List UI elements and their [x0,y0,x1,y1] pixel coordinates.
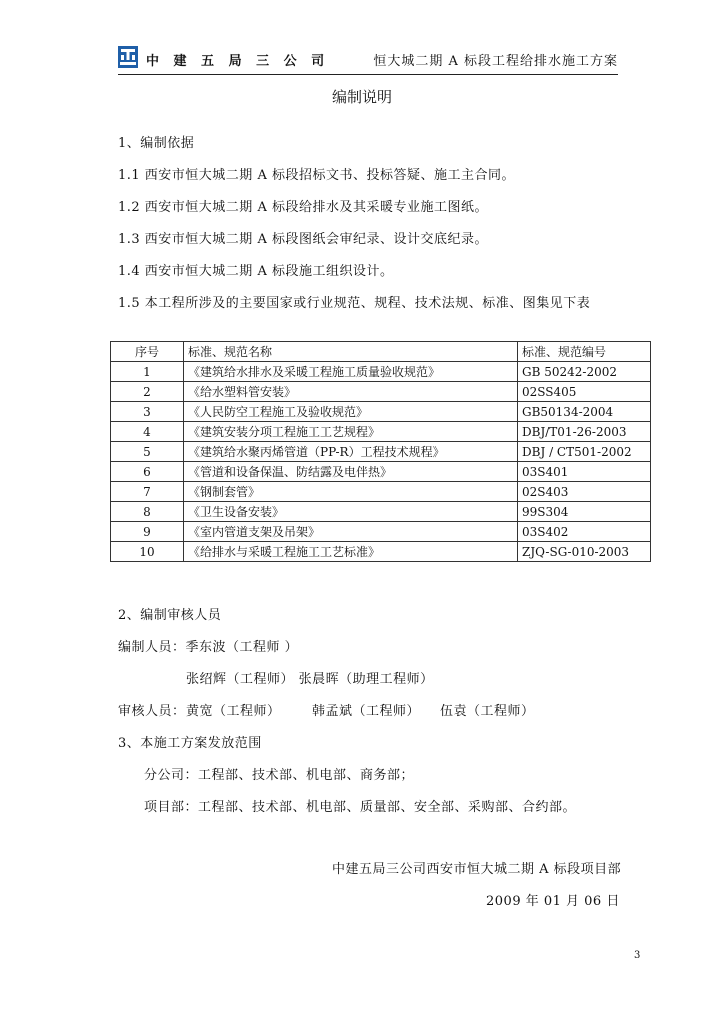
standard-code: DBJ / CT501-2002 [518,442,651,462]
row-number: 5 [111,442,184,462]
table-row [111,462,651,482]
basis-item: 1.5 本工程所涉及的主要国家或行业规范、规程、技术法规、标准、图集见下表 [118,296,591,311]
standard-code: 02SS405 [518,382,651,402]
standard-code: 03S401 [518,462,651,482]
compilers-line: 编制人员：季东波（工程师 ） [118,640,299,655]
row-number: 6 [111,462,184,482]
row-number: 1 [111,362,184,382]
table-row [111,482,651,502]
reviewers-label: 审核人员： [118,704,186,719]
standard-name: 《人民防空工程施工及验收规范》 [184,402,518,422]
standard-name: 《钢制套管》 [184,482,518,502]
standard-name: 《管道和设备保温、防结露及电伴热》 [184,462,518,482]
standard-name: 《室内管道支架及吊架》 [184,522,518,542]
standard-code: GB50134-2004 [518,402,651,422]
standard-code: 03S402 [518,522,651,542]
table-row [111,502,651,522]
standards-table [110,341,651,562]
reviewer-name: 伍袁（工程师） [440,704,535,719]
table-row [111,362,651,382]
cscec-logo-icon [118,46,138,68]
table-row [111,422,651,442]
col-header-name: 标准、规范名称 [184,342,518,362]
standard-code: GB 50242-2002 [518,362,651,382]
basis-item: 1.1 西安市恒大城二期 A 标段招标文书、投标答疑、施工主合同。 [118,168,515,183]
row-number: 8 [111,502,184,522]
section-heading-distribution: 3、本施工方案发放范围 [118,736,262,751]
standard-code: 99S304 [518,502,651,522]
document-title: 恒大城二期 A 标段工程给排水施工方案 [373,54,618,69]
table-row [111,542,651,562]
table-row [111,402,651,422]
page-number: 3 [634,950,641,961]
reviewer-name: 黄宽（工程师） [186,704,281,719]
row-number: 4 [111,422,184,442]
table-row [111,522,651,542]
distribution-project: 项目部：工程部、技术部、机电部、质量部、安全部、采购部、合约部。 [144,800,577,815]
company-name: 中 建 五 局 三 公 司 [146,54,330,69]
standard-code: ZJQ-SG-010-2003 [518,542,651,562]
row-number: 9 [111,522,184,542]
row-number: 3 [111,402,184,422]
row-number: 2 [111,382,184,402]
row-number: 10 [111,542,184,562]
table-header-row [111,342,651,362]
standard-code: DBJ/T01-26-2003 [518,422,651,442]
standard-name: 《建筑给水聚丙烯管道（PP-R）工程技术规程》 [184,442,518,462]
table-row [111,442,651,462]
standard-name: 《建筑安装分项工程施工工艺规程》 [184,422,518,442]
standard-name: 《给排水与采暖工程施工工艺标准》 [184,542,518,562]
standard-name: 《建筑给水排水及采暖工程施工质量验收规范》 [184,362,518,382]
distribution-branch: 分公司：工程部、技术部、机电部、商务部； [144,768,415,783]
signature-org: 中建五局三公司西安市恒大城二期 A 标段项目部 [332,862,622,877]
reviewer-name: 韩孟斌（工程师） [312,704,421,719]
standard-code: 02S403 [518,482,651,502]
table-row [111,382,651,402]
basis-item: 1.2 西安市恒大城二期 A 标段给排水及其采暖专业施工图纸。 [118,200,488,215]
header-divider [118,74,618,75]
basis-item: 1.4 西安市恒大城二期 A 标段施工组织设计。 [118,264,394,279]
section-heading-basis: 1、编制依据 [118,136,195,151]
page-title: 编制说明 [331,88,392,106]
signature-date: 2009 年 01 月 06 日 [486,894,620,909]
compilers-line-2: 张绍辉（工程师） 张晨晖（助理工程师） [186,672,434,687]
standard-name: 《卫生设备安装》 [184,502,518,522]
section-heading-staff: 2、编制审核人员 [118,608,222,623]
col-header-number: 序号 [111,342,184,362]
page-header [118,44,618,74]
col-header-code: 标准、规范编号 [518,342,651,362]
basis-item: 1.3 西安市恒大城二期 A 标段图纸会审纪录、设计交底纪录。 [118,232,488,247]
row-number: 7 [111,482,184,502]
standard-name: 《给水塑料管安装》 [184,382,518,402]
